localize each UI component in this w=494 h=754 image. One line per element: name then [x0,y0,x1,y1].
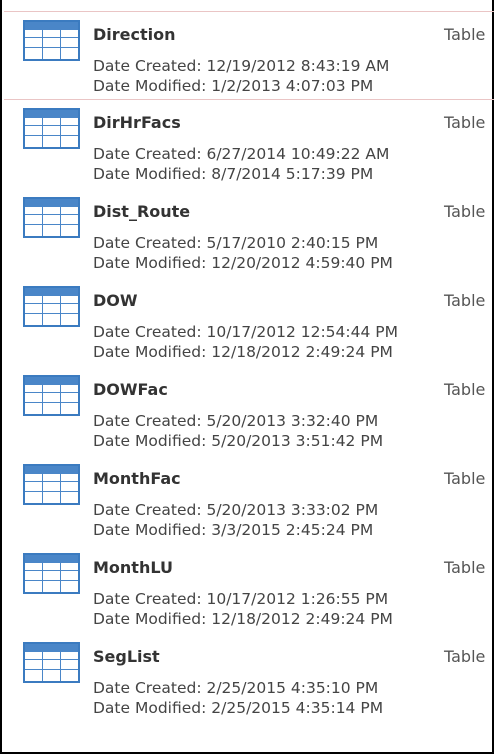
item-name: Dist_Route [93,202,191,221]
item-name: MonthLU [93,558,173,577]
table-icon [23,197,80,238]
list-item[interactable] [4,545,494,634]
item-type: Table [444,291,486,310]
item-name: SegList [93,647,160,666]
list-item[interactable] [4,634,494,723]
list-item[interactable] [4,367,494,456]
item-name: DirHrFacs [93,113,181,132]
date-created: Date Created: 6/27/2014 10:49:22 AM [93,145,390,163]
date-created: Date Created: 10/17/2012 1:26:55 PM [93,590,389,608]
item-dates [93,500,378,540]
table-icon [23,375,80,416]
item-type: Table [444,558,486,577]
item-name: DOWFac [93,380,168,399]
item-type: Table [444,202,486,221]
table-icon [23,553,80,594]
date-modified: Date Modified: 2/25/2015 4:35:14 PM [93,699,384,717]
date-modified: Date Modified: 12/18/2012 2:49:24 PM [93,610,393,628]
item-dates [93,322,398,362]
date-modified: Date Modified: 12/20/2012 4:59:40 PM [93,254,393,272]
date-created: Date Created: 12/19/2012 8:43:19 AM [93,57,390,75]
item-type: Table [444,469,486,488]
date-created: Date Created: 10/17/2012 12:54:44 PM [93,323,398,341]
item-dates [93,144,389,184]
list-item[interactable] [4,100,494,189]
item-dates [93,411,383,451]
item-name: MonthFac [93,469,181,488]
item-dates [93,589,393,629]
item-name: Direction [93,25,176,44]
table-icon [23,20,80,61]
date-modified: Date Modified: 1/2/2013 4:07:03 PM [93,77,374,95]
item-name: DOW [93,291,138,310]
table-icon [23,108,80,149]
item-dates [93,233,393,273]
item-dates [93,56,389,96]
list-item[interactable] [4,189,494,278]
table-icon [23,286,80,327]
item-type: Table [444,647,486,666]
date-modified: Date Modified: 5/20/2013 3:51:42 PM [93,432,384,450]
date-created: Date Created: 5/20/2013 3:32:40 PM [93,412,379,430]
item-dates [93,678,383,718]
date-modified: Date Modified: 12/18/2012 2:49:24 PM [93,343,393,361]
date-modified: Date Modified: 8/7/2014 5:17:39 PM [93,165,374,183]
date-created: Date Created: 2/25/2015 4:35:10 PM [93,679,379,697]
table-icon [23,464,80,505]
item-type: Table [444,380,486,399]
date-created: Date Created: 5/17/2010 2:40:15 PM [93,234,379,252]
list-item[interactable] [4,11,494,100]
table-icon [23,642,80,683]
date-modified: Date Modified: 3/3/2015 2:45:24 PM [93,521,374,539]
list-item[interactable] [4,456,494,545]
list-item[interactable] [4,278,494,367]
object-list [4,11,494,723]
item-type: Table [444,113,486,132]
item-type: Table [444,25,486,44]
date-created: Date Created: 5/20/2013 3:33:02 PM [93,501,379,519]
